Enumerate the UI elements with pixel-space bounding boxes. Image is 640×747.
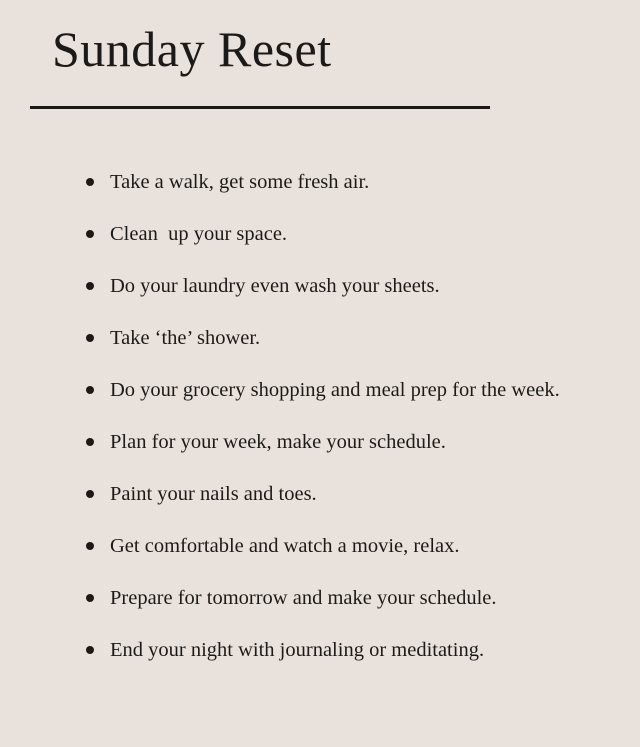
list-item-text: Get comfortable and watch a movie, relax. (110, 535, 460, 557)
list-item (82, 624, 622, 676)
bullet-icon (86, 542, 94, 550)
list-item-text: Do your grocery shopping and meal prep for the week. (110, 379, 560, 401)
list-item (82, 364, 622, 416)
bullet-icon (86, 178, 94, 186)
bullet-icon (86, 646, 94, 654)
bullet-icon (86, 490, 94, 498)
bullet-icon (86, 282, 94, 290)
list-item (82, 416, 622, 468)
list-item-text: Prepare for tomorrow and make your schedule. (110, 587, 497, 609)
bullet-icon (86, 386, 94, 394)
list-item-text: End your night with journaling or meditating. (110, 639, 485, 661)
bullet-icon (86, 334, 94, 342)
list-item (82, 208, 622, 260)
list-item-text: Take a walk, get some fresh air. (110, 171, 370, 193)
list-item-text: Do your laundry even wash your sheets. (110, 275, 440, 297)
list-item-text: Take ‘the’ shower. (110, 327, 261, 349)
title-underline (30, 106, 490, 109)
bullet-icon (86, 230, 94, 238)
bullet-icon (86, 438, 94, 446)
checklist (82, 156, 622, 676)
list-item-text: Plan for your week, make your schedule. (110, 431, 446, 453)
page-title: Sunday Reset (52, 21, 332, 77)
list-item (82, 572, 622, 624)
list-item (82, 312, 622, 364)
bullet-icon (86, 594, 94, 602)
list-item (82, 260, 622, 312)
list-item (82, 520, 622, 572)
list-item (82, 468, 622, 520)
list-item-text: Clean up your space. (110, 223, 288, 245)
list-item (82, 156, 622, 208)
list-item-text: Paint your nails and toes. (110, 483, 317, 505)
